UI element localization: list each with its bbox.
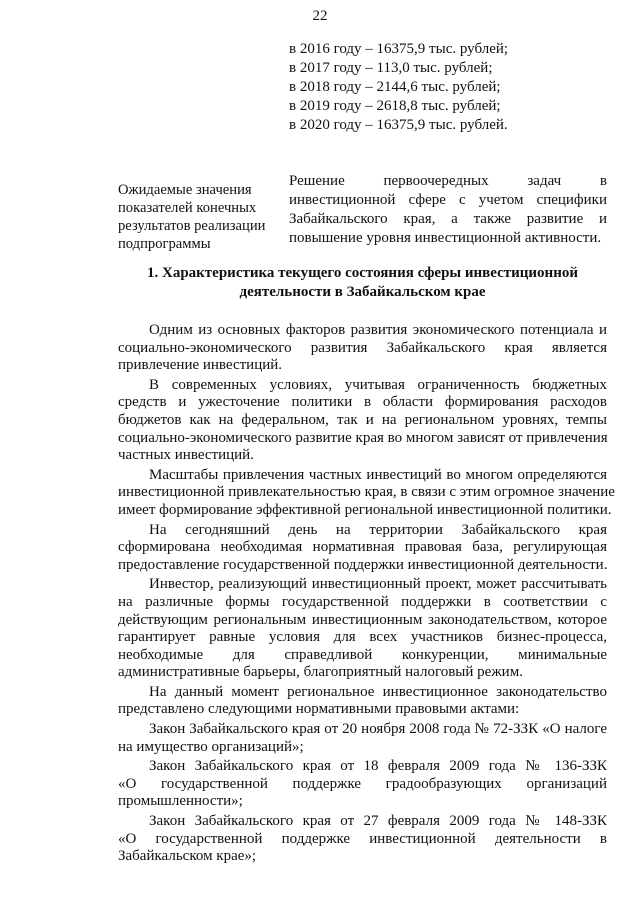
- paragraph: Инвестор, реализующий инвестиционный проект, может рассчитывать на различные формы государственной поддержки в соответствии с действующим региональным инвестиционным законодательством, которое гарантирует равные условия для всех участников бизнес-процесса, необходимые для справедливой конкуренции, минимальные административные барьеры, благоприятный налоговый режим.: [118, 576, 607, 681]
- page-number: 22: [312, 8, 328, 24]
- budget-by-year-list: [289, 40, 619, 135]
- paragraph: Закон Забайкальского края от 27 февраля 2009 года № 148-ЗЗК «О государственной поддержке инвестиционной деятельности в Забайкальском крае»;: [118, 813, 607, 865]
- expected-results-text: Решение первоочередных задач в инвестиционной сфере с учетом специфики Забайкальского края, а также развитие и повышение уровня инвестиционной активности.: [289, 173, 607, 246]
- paragraph: На данный момент региональное инвестиционное законодательство представлено следующими нормативными правовыми актами:: [118, 683, 607, 718]
- budget-line: в 2018 году – 2144,6 тыс. рублей;: [289, 79, 501, 95]
- paragraph: Закон Забайкальского края от 20 ноября 2008 года № 72-ЗЗК «О налоге на имущество организаций»;: [118, 721, 607, 755]
- section-heading: 1. Характеристика текущего состояния сферы инвестиционной деятельности в Забайкальском крае: [146, 265, 578, 300]
- paragraph: Одним из основных факторов развития экономического потенциала и социально-экономического развития Забайкальского края является привлечение инвестиций.: [118, 322, 607, 374]
- paragraph: На сегодняшний день на территории Забайкальского края сформирована необходимая нормативная правовая база, регулирующая предоставление государственной поддержки инвестиционной деятельности.: [118, 521, 608, 573]
- body-text: [118, 322, 615, 868]
- expected-results-label: Ожидаемые значения показателей конечных результатов реализации подпрограммы: [118, 182, 266, 252]
- paragraph: В современных условиях, учитывая ограниченность бюджетных средств и ужесточение политики в области формирования расходов бюджетов как на федеральном, так и на региональном уровнях, темпы социально-экономического развитие края во многом зависят от привлечения частных инвестиций.: [118, 376, 608, 464]
- budget-line: в 2016 году – 16375,9 тыс. рублей;: [289, 41, 509, 57]
- paragraph: Закон Забайкальского края от 18 февраля 2009 года № 136-ЗЗК «О государственной поддержке градообразующих организаций промышленности»;: [118, 758, 607, 810]
- budget-line: в 2020 году – 16375,9 тыс. рублей.: [289, 117, 508, 133]
- paragraph: Масштабы привлечения частных инвестиций во многом определяются инвестиционной привлекательностью края, в связи с этим огромное значение имеет формирование эффективной региональной инвестиционной политики.: [118, 466, 615, 518]
- budget-line: в 2019 году – 2618,8 тыс. рублей;: [289, 98, 501, 114]
- budget-line: в 2017 году – 113,0 тыс. рублей;: [289, 60, 493, 76]
